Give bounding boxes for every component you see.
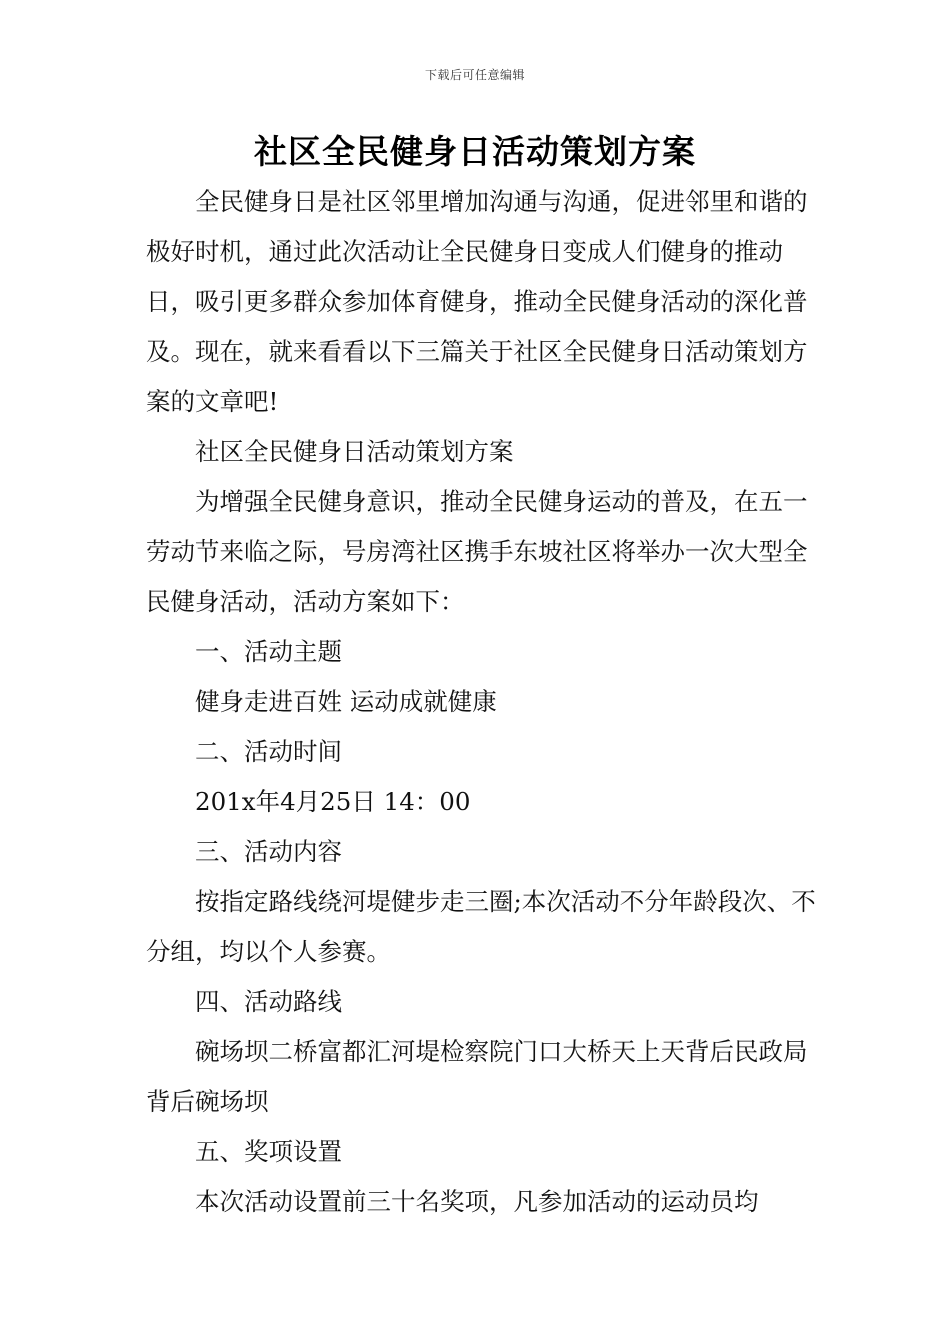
document-body <box>146 177 826 1227</box>
theme-text: 健身走进百姓 运动成就健康 <box>195 687 497 716</box>
awards-text: 本次活动设置前三十名奖项，凡参加活动的运动员均 <box>195 1187 759 1216</box>
content-text: 按指定路线绕河堤健步走三圈;本次活动不分年龄段次、不分组，均以个人参赛。 <box>146 887 816 966</box>
purpose-paragraph: 为增强全民健身意识，推动全民健身运动的普及，在五一劳动节来临之际，号房湾社区携手东坡社区将举办一次大型全民健身活动，活动方案如下： <box>146 487 808 616</box>
document-title: 社区全民健身日活动策划方案 <box>254 132 696 171</box>
heading-theme: 一、活动主题 <box>195 637 342 666</box>
header-note: 下载后可任意编辑 <box>424 68 525 82</box>
heading-route: 四、活动路线 <box>195 987 342 1016</box>
intro-paragraph: 全民健身日是社区邻里增加沟通与沟通，促进邻里和谐的极好时机，通过此次活动让全民健身日变成人们健身的推动日，吸引更多群众参加体育健身，推动全民健身活动的深化普及。现在，就来看看以下三篇关于社区全民健身日活动策划方案的文章吧! <box>146 187 808 416</box>
time-text: 201x年4月25日 14：00 <box>195 787 471 816</box>
heading-content: 三、活动内容 <box>195 837 342 866</box>
route-text: 碗场坝二桥富都汇河堤检察院门口大桥天上天背后民政局背后碗场坝 <box>146 1037 808 1116</box>
section-title: 社区全民健身日活动策划方案 <box>195 437 514 466</box>
heading-awards: 五、奖项设置 <box>195 1137 342 1166</box>
heading-time: 二、活动时间 <box>195 737 342 766</box>
